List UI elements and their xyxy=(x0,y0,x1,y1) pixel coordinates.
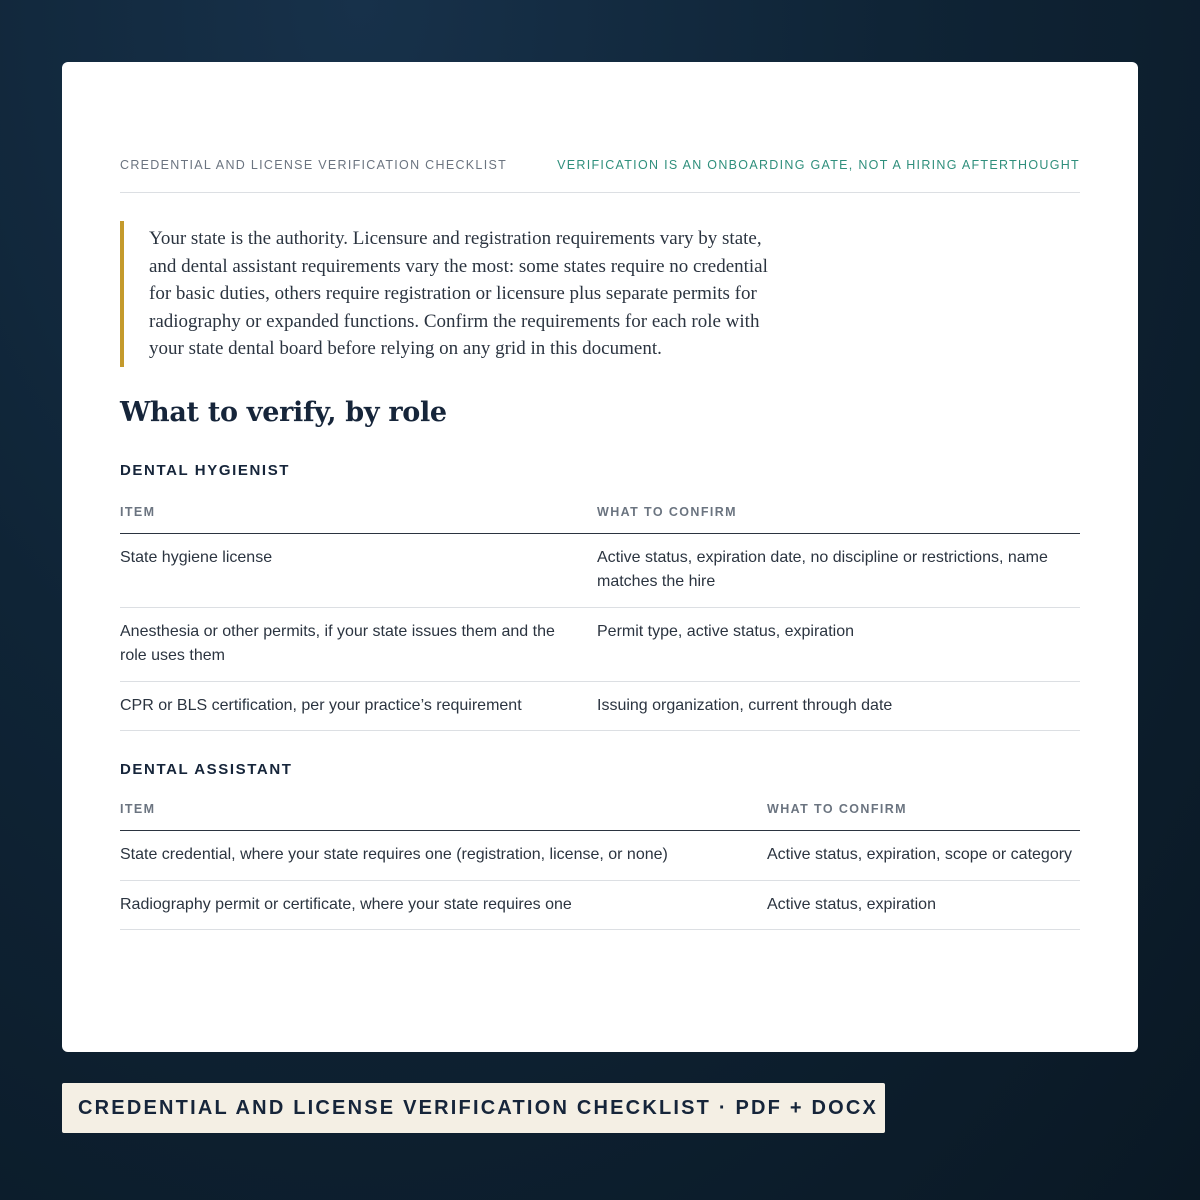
row-item: State credential, where your state requires one (registration, license, or none) xyxy=(120,831,767,881)
role-label-dental-assistant: DENTAL ASSISTANT xyxy=(120,761,293,779)
column-header-item: ITEM xyxy=(120,802,767,831)
callout-text: Your state is the authority. Licensure and registration requirements vary by state, and dental assistant requirements vary the most: some states require no credential for basic duties, others require registration or licensure plus separate permits for radiography or expanded functions. Confirm the requirements for each role with your state dental board before relying on any grid in this document. xyxy=(149,228,768,360)
dental-hygienist-table xyxy=(120,505,1080,732)
document-header xyxy=(120,158,1080,193)
document-title: CREDENTIAL AND LICENSE VERIFICATION CHECKLIST xyxy=(120,158,508,172)
row-confirm: Permit type, active status, expiration xyxy=(597,607,1080,681)
section-heading: What to verify, by role xyxy=(120,396,447,428)
row-confirm: Active status, expiration, scope or category xyxy=(767,831,1080,881)
dental-assistant-table xyxy=(120,802,1080,930)
state-authority-callout xyxy=(120,221,769,367)
column-header-item: ITEM xyxy=(120,505,597,534)
row-confirm: Active status, expiration xyxy=(767,880,1080,930)
row-item: Anesthesia or other permits, if your state issues them and the role uses them xyxy=(120,607,597,681)
table-row xyxy=(120,607,1080,681)
document-card xyxy=(62,62,1138,1052)
document-tagline: VERIFICATION IS AN ONBOARDING GATE, NOT A HIRING AFTERTHOUGHT xyxy=(557,158,1080,172)
product-format-tag xyxy=(62,1083,885,1133)
table-row xyxy=(120,533,1080,607)
row-confirm: Active status, expiration date, no discipline or restrictions, name matches the hire xyxy=(597,533,1080,607)
role-label-dental-hygienist: DENTAL HYGIENIST xyxy=(120,461,291,479)
table-row xyxy=(120,831,1080,881)
table-header-row xyxy=(120,802,1080,831)
row-confirm: Issuing organization, current through date xyxy=(597,681,1080,731)
column-header-confirm: WHAT TO CONFIRM xyxy=(597,505,1080,534)
table-row xyxy=(120,681,1080,731)
table-header-row xyxy=(120,505,1080,534)
product-format-label: CREDENTIAL AND LICENSE VERIFICATION CHECKLIST · PDF + DOCX xyxy=(78,1096,879,1119)
row-item: CPR or BLS certification, per your practice’s requirement xyxy=(120,681,597,731)
row-item: Radiography permit or certificate, where your state requires one xyxy=(120,880,767,930)
row-item: State hygiene license xyxy=(120,533,597,607)
column-header-confirm: WHAT TO CONFIRM xyxy=(767,802,1080,831)
table-row xyxy=(120,880,1080,930)
